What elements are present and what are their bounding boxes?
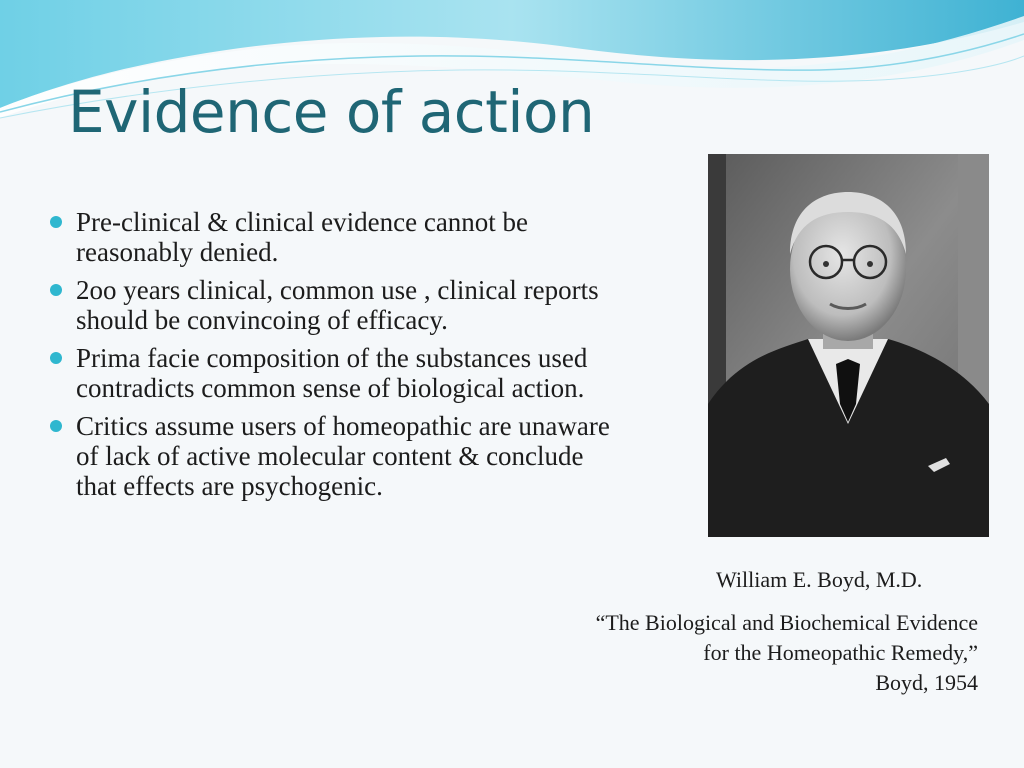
bullet-text: Pre-clinical & clinical evidence cannot be reasonably denied.: [76, 207, 529, 267]
citation-line: for the Homeopathic Remedy,”: [703, 640, 978, 665]
bullet-dot-icon: [50, 216, 62, 228]
bullet-item: [48, 207, 628, 267]
citation-line: Boyd, 1954: [875, 670, 978, 695]
bullet-text: Prima facie composition of the substances used contradicts common sense of biological action.: [76, 343, 588, 403]
bullet-dot-icon: [50, 420, 62, 432]
portrait-photo: [708, 154, 989, 537]
bullet-item: [48, 275, 628, 335]
bullet-dot-icon: [50, 352, 62, 364]
bullet-item: [48, 343, 628, 403]
bullet-text: 2oo years clinical, common use , clinical reports should be convincoing of efficacy.: [76, 275, 599, 335]
portrait-caption: William E. Boyd, M.D.: [716, 567, 923, 592]
bullet-text: Critics assume users of homeopathic are unaware of lack of active molecular content & conclude that effects are psychogenic.: [76, 411, 610, 501]
bullet-list: [48, 207, 628, 509]
citation-line: “The Biological and Biochemical Evidence: [595, 610, 978, 635]
bullet-item: [48, 411, 628, 501]
bullet-dot-icon: [50, 284, 62, 296]
citation: [596, 608, 978, 698]
slide-title: Evidence of action: [68, 78, 595, 146]
